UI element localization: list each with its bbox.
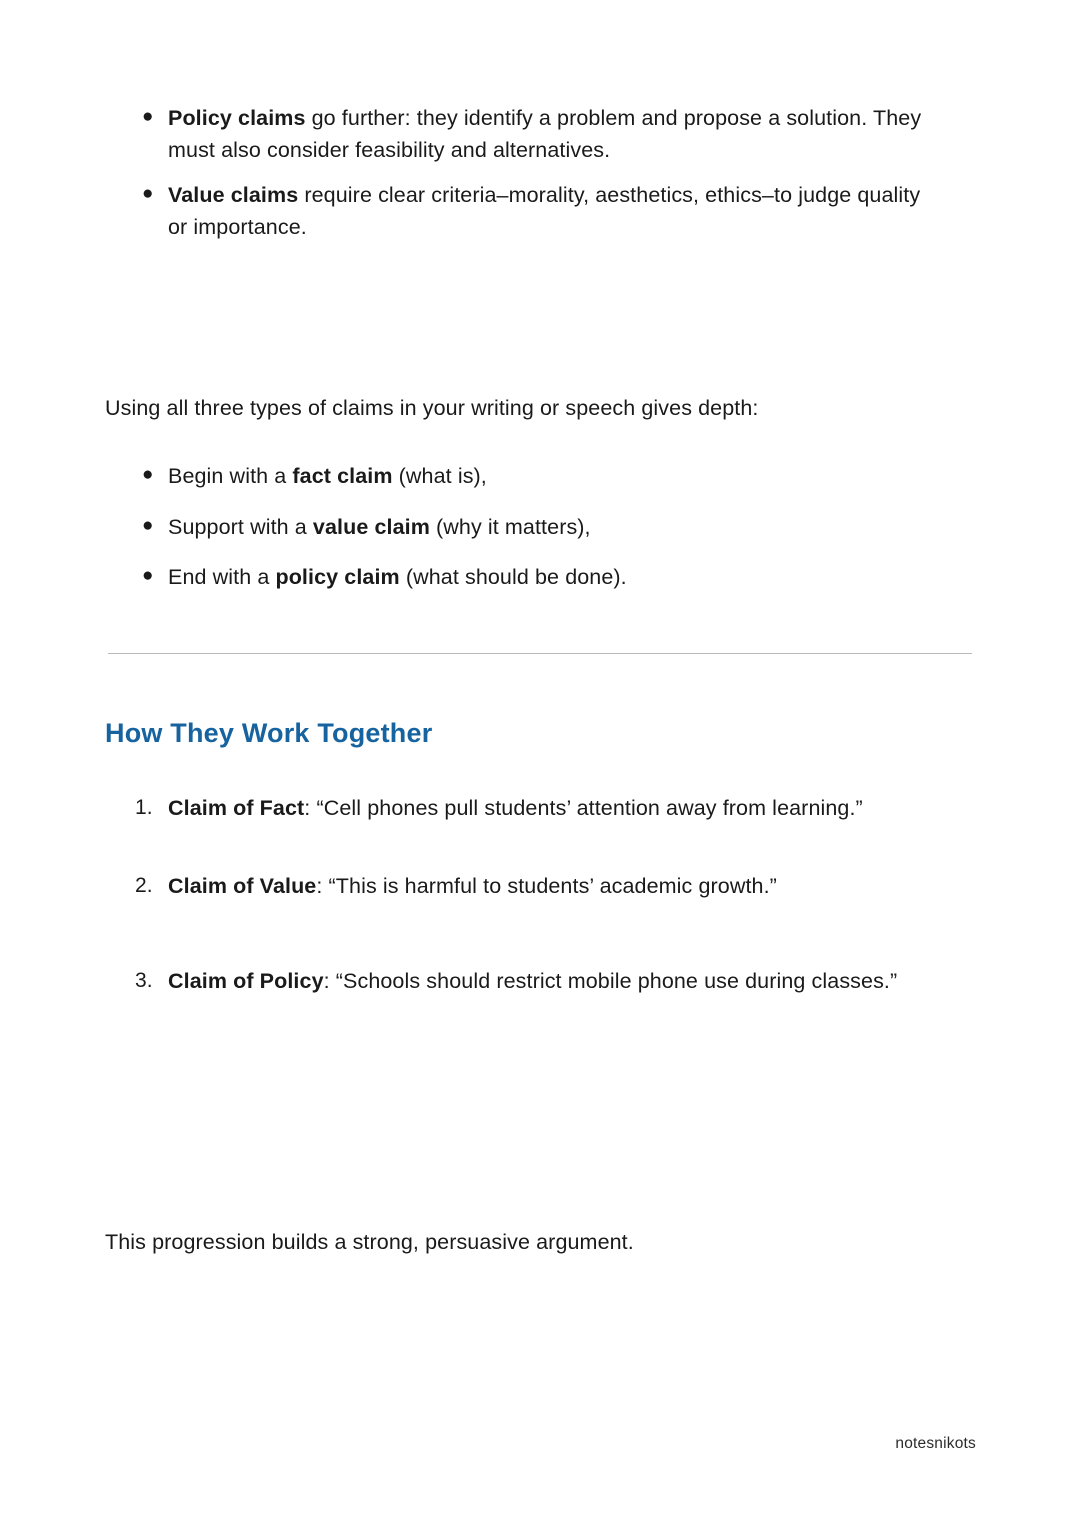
list-item-text: : “This is harmful to students’ academic growth.” xyxy=(316,873,777,898)
footer-watermark: notesnikots xyxy=(895,1435,976,1452)
list-item-emphasis: value claim xyxy=(312,514,430,539)
list-item-lead: Value claims xyxy=(168,183,299,208)
numbered-list-block xyxy=(105,793,935,998)
numbered-list xyxy=(105,793,935,998)
list-item-lead: Policy claims xyxy=(168,106,306,130)
list-item xyxy=(105,871,935,903)
section-divider xyxy=(108,653,972,654)
top-bullet-list-block xyxy=(105,103,935,243)
page-title: How They Work Together xyxy=(105,718,433,748)
list-item-text-post: (what is), xyxy=(392,464,487,488)
list-item xyxy=(105,512,935,544)
bullet-icon: ● xyxy=(142,565,154,587)
list-item-emphasis: policy claim xyxy=(275,565,400,590)
bullet-icon: ● xyxy=(142,464,154,485)
list-item xyxy=(105,793,935,825)
list-item-emphasis: fact claim xyxy=(292,464,393,488)
top-bullet-list xyxy=(105,103,935,243)
list-item-text-post: (what should be done). xyxy=(399,565,627,590)
sequence-bullet-list-block xyxy=(105,461,935,594)
list-number: 2. xyxy=(135,873,153,897)
list-item xyxy=(105,180,935,243)
list-number: 3. xyxy=(135,969,153,993)
list-item xyxy=(105,966,935,998)
intro-paragraph: Using all three types of claims in your writing or speech gives depth: xyxy=(105,396,759,420)
list-item-text-post: (why it matters), xyxy=(429,514,591,539)
bullet-icon: ● xyxy=(142,514,154,536)
bullet-icon: ● xyxy=(142,183,154,205)
sequence-bullet-list xyxy=(105,461,935,594)
closing-paragraph: This progression builds a strong, persuasive argument. xyxy=(105,1230,634,1254)
list-number: 1. xyxy=(135,796,153,819)
list-item-text: go further: they identify a problem and propose a solution. They must also consider feasibility and alternatives. xyxy=(168,106,922,162)
list-item-text: : “Schools should restrict mobile phone use during classes.” xyxy=(323,969,898,994)
bullet-icon: ● xyxy=(142,106,154,127)
list-item-text-pre: Begin with a xyxy=(168,464,293,488)
list-item xyxy=(105,562,935,594)
list-item-lead: Claim of Fact xyxy=(168,796,305,820)
list-item xyxy=(105,103,935,166)
list-item-lead: Claim of Value xyxy=(168,873,317,898)
list-item xyxy=(105,461,935,493)
list-item-text: require clear criteria–morality, aesthetics, ethics–to judge quality or importance. xyxy=(168,183,921,239)
list-item-text-pre: End with a xyxy=(168,565,276,590)
list-item-text-pre: Support with a xyxy=(168,514,313,539)
list-item-lead: Claim of Policy xyxy=(168,969,324,994)
list-item-text: : “Cell phones pull students’ attention away from learning.” xyxy=(304,796,863,820)
